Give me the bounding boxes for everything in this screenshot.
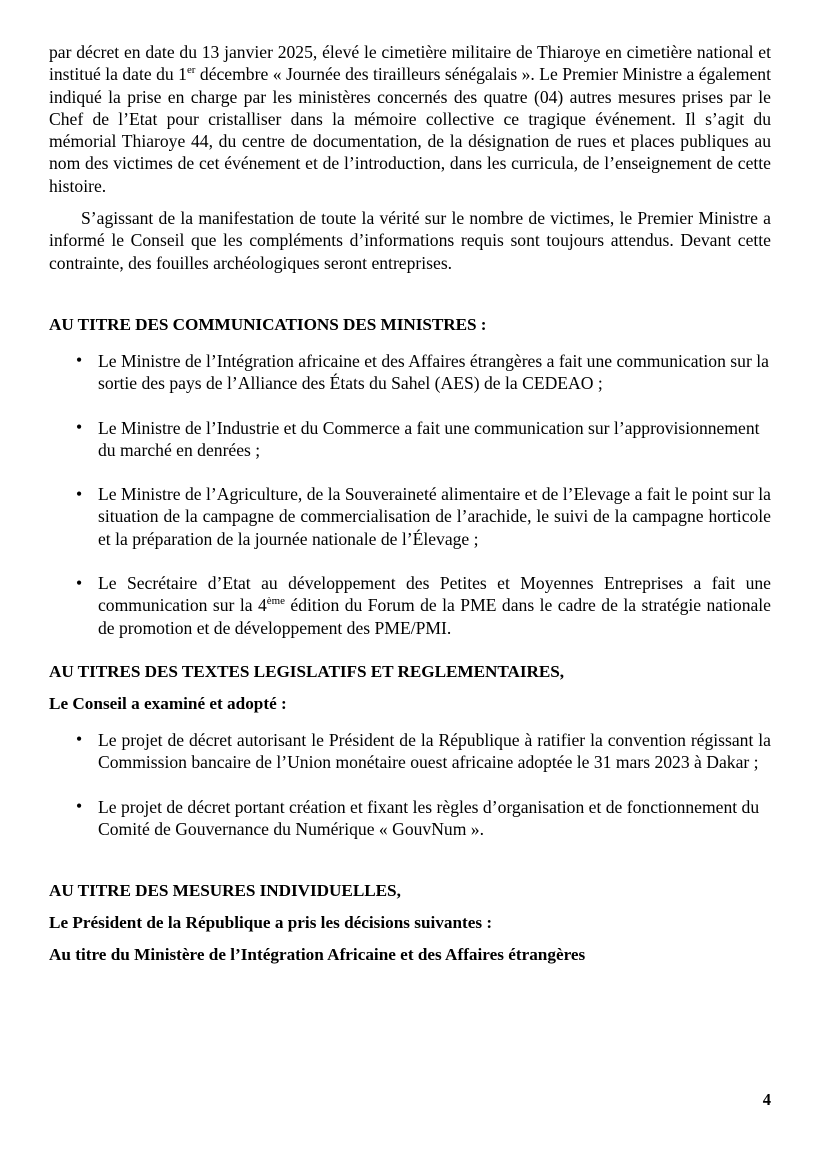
list-item	[49, 572, 771, 639]
list-item-text: Le Ministre de l’Intégration africaine et des Affaires étrangères a fait une communication sur la sortie des pays de l’Alliance des États du Sahel (AES) de la CEDEAO ;	[98, 350, 769, 394]
spacer	[49, 550, 771, 572]
paragraph-verite: S’agissant de la manifestation de toute la vérité sur le nombre de victimes, le Premier Ministre a informé le Conseil que les compléments d’informations requis sont toujours attendus. Devant cette contrainte, des fouilles archéologiques seront entreprises.	[49, 208, 771, 273]
spacer	[49, 715, 771, 729]
spacer	[49, 639, 771, 661]
bullet-marker-icon: •	[76, 796, 83, 817]
subheading-ministere-integration: Au titre du Ministère de l’Intégration Africaine et des Affaires étrangères	[49, 945, 586, 965]
bullet-list-communications	[49, 350, 771, 639]
ordinal-superscript-eme: ème	[266, 595, 285, 608]
paragraph-1-part2: décembre « Journée des tirailleurs sénégalais ». Le Premier Ministre a également indiqué la prise en charge par les ministères concernés des quatre (04) autres mesures prises par le Chef de l’Etat pour cristalliser dans la mémoire collective ce tragique événement. Il s’agit du mémorial Thiaroye 44, du centre de documentation, de la désignation de rues et places publiques au nom des victimes de cet événement et de l’introduction, dans les curricula, de l’enseignement de cette histoire.	[49, 64, 771, 196]
bullet-marker-icon: •	[76, 350, 83, 371]
bullet-marker-icon: •	[76, 483, 83, 504]
bullet-marker-icon: •	[76, 417, 83, 438]
spacer	[49, 197, 771, 207]
ordinal-superscript-er: er	[186, 64, 196, 77]
spacer	[49, 934, 771, 944]
spacer	[49, 774, 771, 796]
list-item-text: Le projet de décret autorisant le Président de la République à ratifier la convention régissant la Commission bancaire de l’Union monétaire ouest africaine adoptée le 31 mars 2023 à Dakar ;	[98, 729, 771, 773]
list-item-text: Le Ministre de l’Industrie et du Commerce a fait une communication sur l’approvisionnement du marché en denrées ;	[98, 417, 760, 460]
list-item	[49, 417, 771, 462]
page-number: 4	[762, 1090, 771, 1109]
spacer	[49, 395, 771, 417]
spacer	[49, 683, 771, 693]
bullet-marker-icon: •	[76, 729, 83, 750]
heading-communications-ministres: AU TITRE DES COMMUNICATIONS DES MINISTRES :	[49, 314, 487, 334]
spacer	[49, 461, 771, 483]
paragraph-1-part1: par décret en date du 13 janvier 2025, élevé le cimetière militaire de Thiaroye en cimetière national et institué la date du 1	[49, 42, 771, 85]
list-item-text: Le Ministre de l’Agriculture, de la Souveraineté alimentaire et de l’Elevage a fait le point sur la situation de la campagne de commercialisation de l’arachide, le suivi de la campagne horticole et la préparation de la journée nationale de l’Élevage ;	[98, 484, 771, 549]
list-item	[49, 483, 771, 550]
list-item-text-part1: Le Secrétaire d’Etat au développement des Petites et Moyennes Entreprises a fait une communication sur la 4	[98, 573, 771, 616]
spacer	[49, 902, 771, 912]
list-item-text-part2: édition du Forum de la PME dans le cadre de la stratégie nationale de promotion et de développement des PME/PMI.	[98, 595, 771, 638]
spacer	[49, 336, 771, 350]
spacer	[49, 840, 771, 880]
list-item	[49, 796, 771, 841]
heading-textes-legislatifs: AU TITRES DES TEXTES LEGISLATIFS ET REGLEMENTAIRES,	[49, 661, 565, 681]
spacer	[49, 274, 771, 314]
heading-mesures-individuelles: AU TITRE DES MESURES INDIVIDUELLES,	[49, 881, 401, 901]
subheading-conseil-examine: Le Conseil a examiné et adopté :	[49, 693, 287, 713]
subheading-president-decisions: Le Président de la République a pris les décisions suivantes :	[49, 913, 493, 933]
list-item-text: Le projet de décret portant création et fixant les règles d’organisation et de fonctionnement du Comité de Gouvernance du Numérique « GouvNum ».	[98, 796, 760, 839]
list-item	[49, 729, 771, 774]
page-content	[49, 41, 771, 966]
bullet-marker-icon: •	[76, 572, 83, 593]
bullet-list-textes	[49, 729, 771, 840]
list-item	[49, 350, 771, 395]
paragraph-continuation	[49, 41, 771, 197]
